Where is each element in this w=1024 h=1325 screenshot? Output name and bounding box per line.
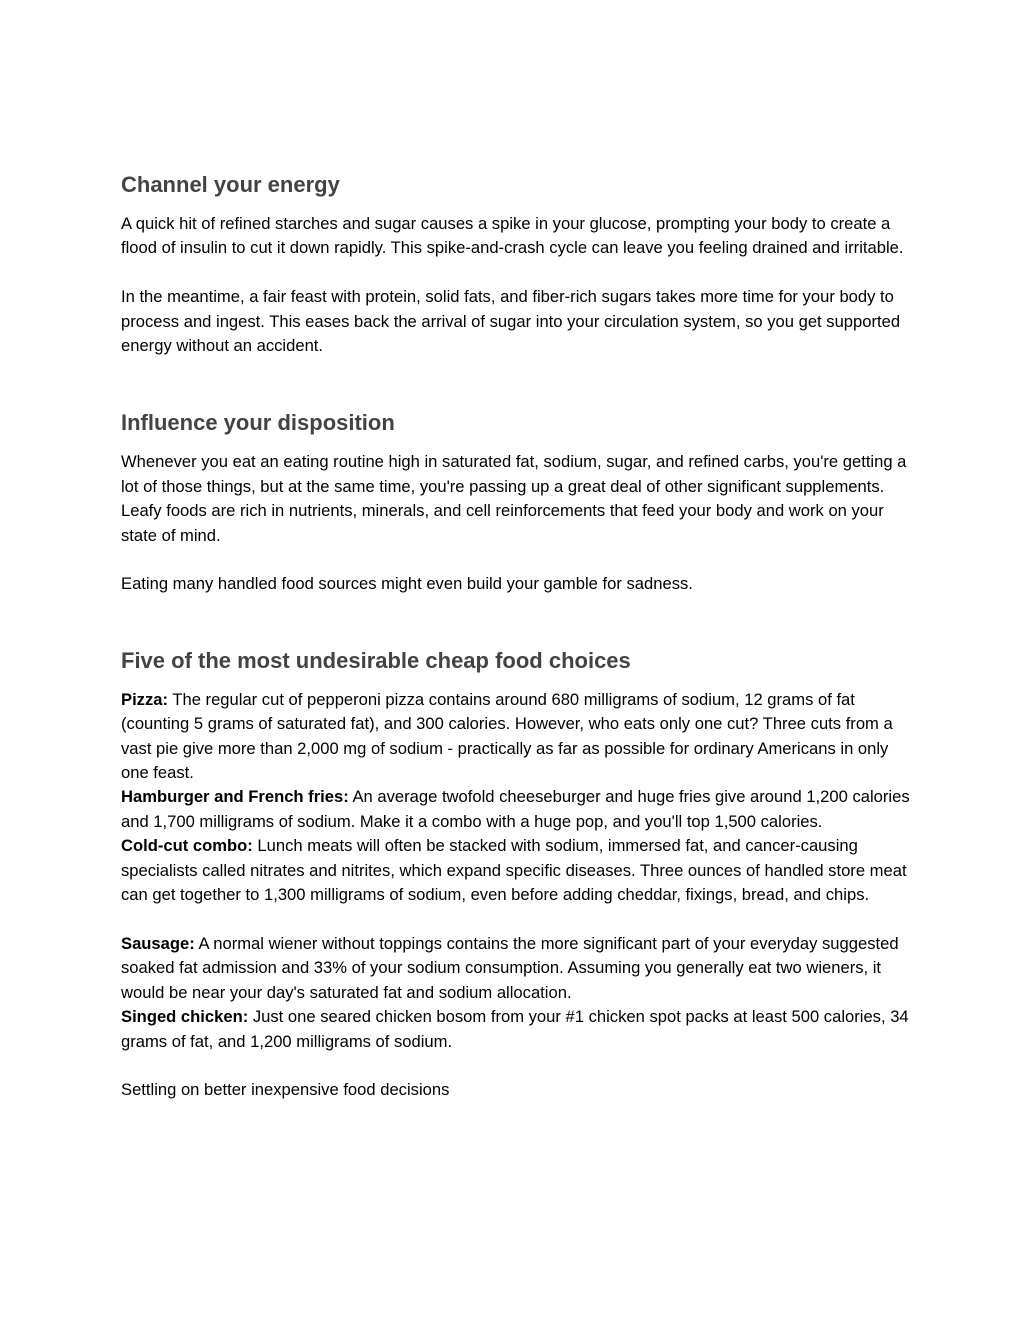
section-heading-cheap-food: Five of the most undesirable cheap food choices: [121, 647, 631, 673]
section-heading-energy: Channel your energy: [121, 172, 340, 197]
food-item-term: Singed chicken:: [121, 1007, 249, 1027]
food-item-chicken: [121, 1005, 911, 1054]
food-item-text: Lunch meats will often be stacked with sodium, immersed fat, and cancer-causing specialists called nitrates and nitrites, which expand specific diseases. Three ounces of handled store meat can get together to 1,300 milligrams of sodium, even before adding cheddar, fixings, bread, and chips.: [121, 836, 907, 905]
food-item-pizza: [121, 688, 911, 786]
food-item-term: Sausage:: [121, 933, 195, 953]
food-item-cold-cut: [121, 834, 911, 907]
food-item-hamburger: [121, 785, 911, 834]
food-item-sausage: [121, 932, 911, 1005]
paragraph: Whenever you eat an eating routine high in saturated fat, sodium, sugar, and refined carbs, you're getting a lot of those things, but at the same time, you're passing up a great deal of other significant supplements. Leafy foods are rich in nutrients, minerals, and cell reinforcements that feed your body and work on your state of mind.: [121, 452, 907, 545]
paragraph: In the meantime, a fair feast with protein, solid fats, and fiber-rich sugars takes more time for your body to process and ingest. This eases back the arrival of sugar into your circulation system, so you get supported energy without an accident.: [121, 287, 901, 356]
food-item-text: The regular cut of pepperoni pizza contains around 680 milligrams of sodium, 12 grams of fat (counting 5 grams of saturated fat), and 300 calories. However, who eats only one cut? Three cuts from a vast pie give more than 2,000 mg of sodium - practically as far as possible for ordinary Americans in only one feast.: [121, 689, 893, 783]
food-item-term: Cold-cut combo:: [121, 836, 253, 856]
paragraph: Eating many handled food sources might even build your gamble for sadness.: [121, 574, 693, 594]
food-item-text: A normal wiener without toppings contains the more significant part of your everyday suggested soaked fat admission and 33% of your sodium consumption. Assuming you generally eat two wieners, it would be near your day's saturated fat and sodium allocation.: [121, 933, 899, 1002]
section-heading-disposition: Influence your disposition: [121, 410, 395, 436]
closing-line: Settling on better inexpensive food decisions: [121, 1080, 450, 1100]
food-item-text: Just one seared chicken bosom from your #1 chicken spot packs at least 500 calories, 34 grams of fat, and 1,200 milligrams of sodium.: [121, 1007, 909, 1051]
food-item-text: An average twofold cheeseburger and huge fries give around 1,200 calories and 1,700 milligrams of sodium. Make it a combo with a huge pop, and you'll top 1,500 calories.: [121, 787, 910, 831]
food-item-term: Pizza:: [121, 689, 169, 709]
food-item-term: Hamburger and French fries:: [121, 787, 349, 807]
document-page: [121, 168, 911, 1103]
paragraph: A quick hit of refined starches and sugar causes a spike in your glucose, prompting your body to create a flood of insulin to cut it down rapidly. This spike-and-crash cycle can leave you feeling drained and irritable.: [121, 214, 904, 258]
